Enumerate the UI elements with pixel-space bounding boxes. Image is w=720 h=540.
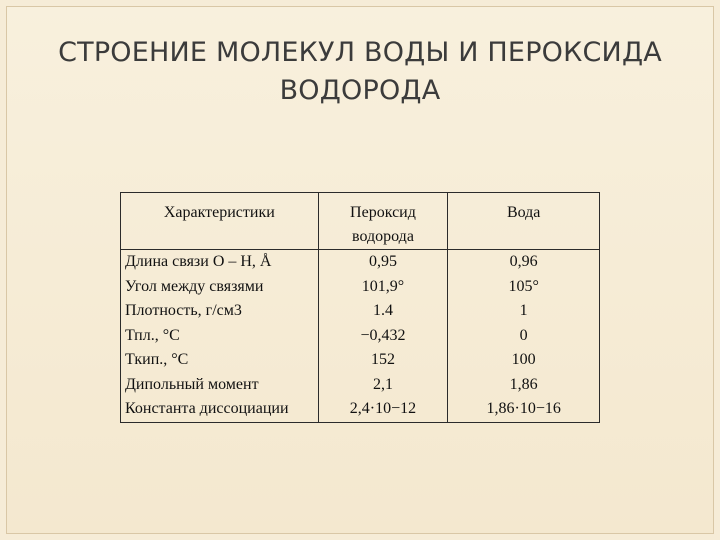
table-row	[121, 275, 600, 300]
table-row	[121, 299, 600, 324]
row-peroxide-value: 2,4·10−12	[318, 397, 448, 422]
table-row	[121, 373, 600, 398]
row-label: Дипольный момент	[121, 373, 319, 398]
title-line-2: ВОДОРОДА	[279, 75, 441, 106]
row-label: Тпл., °С	[121, 324, 319, 349]
table-row	[121, 250, 600, 275]
row-label: Плотность, г/см3	[121, 299, 319, 324]
row-label: Константа диссоциации	[121, 397, 319, 422]
table-row	[121, 324, 600, 349]
slide-title	[0, 34, 720, 110]
header-water: Вода	[448, 193, 600, 250]
row-label: Угол между связями	[121, 275, 319, 300]
properties-table	[120, 192, 600, 423]
table-header-row	[121, 193, 600, 250]
row-water-value: 1	[448, 299, 600, 324]
row-peroxide-value: 1.4	[318, 299, 448, 324]
row-peroxide-value: 2,1	[318, 373, 448, 398]
row-peroxide-value: 0,95	[318, 250, 448, 275]
row-peroxide-value: −0,432	[318, 324, 448, 349]
table-row	[121, 397, 600, 422]
row-water-value: 1,86·10−16	[448, 397, 600, 422]
title-line-1: СТРОЕНИЕ МОЛЕКУЛ ВОДЫ И ПЕРОКСИДА	[58, 37, 662, 68]
row-water-value: 100	[448, 348, 600, 373]
row-water-value: 1,86	[448, 373, 600, 398]
row-label: Длина связи О – Н, Å	[121, 250, 319, 275]
row-water-value: 0	[448, 324, 600, 349]
row-peroxide-value: 152	[318, 348, 448, 373]
table-row	[121, 348, 600, 373]
row-label: Ткип., °С	[121, 348, 319, 373]
header-characteristics: Характеристики	[121, 193, 319, 250]
row-peroxide-value: 101,9°	[318, 275, 448, 300]
header-peroxide: Пероксид водорода	[318, 193, 448, 250]
row-water-value: 105°	[448, 275, 600, 300]
row-water-value: 0,96	[448, 250, 600, 275]
